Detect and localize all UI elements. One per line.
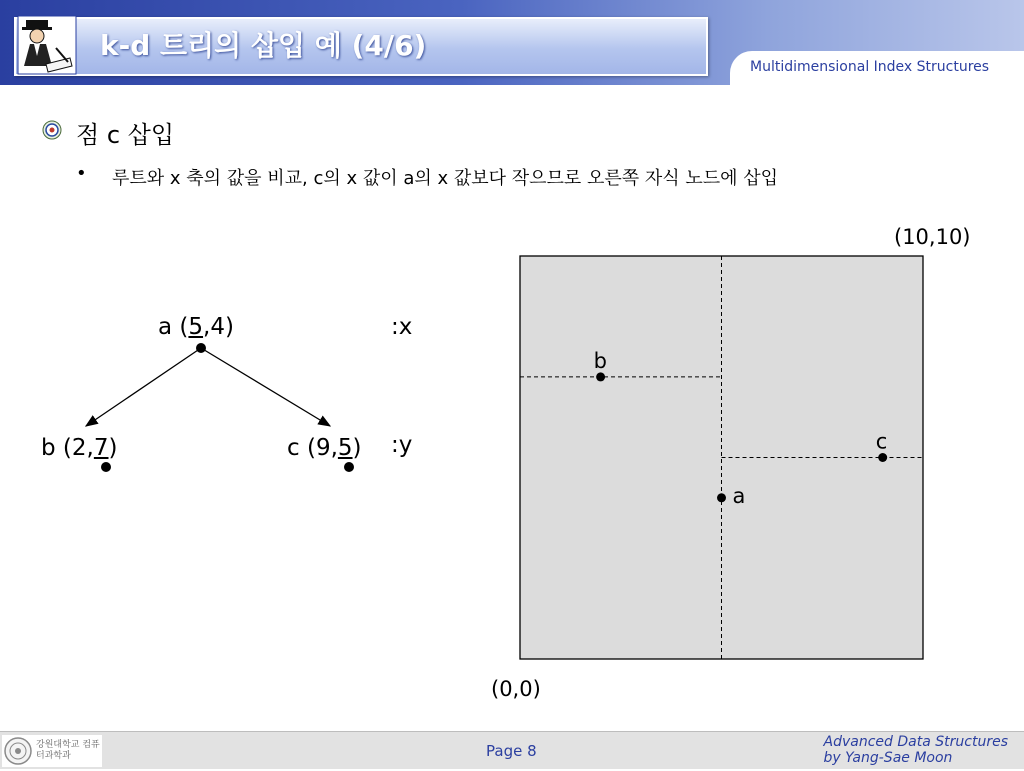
tree-node-c-dot [344, 462, 354, 472]
node-open-paren: ( [299, 435, 316, 461]
node-y-value: 5 [337, 435, 353, 461]
course-name: Multidimensional Index Structures [750, 59, 990, 75]
point-b-dot [596, 372, 605, 381]
node-close-paren: ) [108, 435, 118, 461]
page-title: k-d 트리의 삽입 예 (4/6) [100, 29, 427, 62]
point-b-label: b [593, 348, 607, 373]
partition-space [510, 250, 935, 670]
point-c-label: c [875, 429, 888, 454]
node-open-paren: ( [172, 314, 189, 340]
node-y-value: 4 [210, 314, 225, 340]
node-comma: , [203, 314, 211, 340]
point-a-label: a [732, 483, 746, 508]
node-name: a [158, 314, 173, 340]
tree-edge-right [201, 348, 330, 426]
node-open-paren: ( [55, 435, 72, 461]
top-right-coordinate-label: (10,10) [894, 225, 971, 249]
point-c-dot [878, 453, 887, 462]
university-logo [2, 735, 102, 767]
level-y-label: :y [391, 432, 413, 458]
tree-edge-left [86, 348, 201, 426]
origin-coordinate-label: (0,0) [491, 677, 541, 701]
credit-line-2: by Yang-Sae Moon [823, 750, 953, 766]
node-x-value: 2 [71, 435, 87, 461]
credit-line-1: Advanced Data Structures [823, 734, 1008, 750]
footer-bar [0, 731, 1024, 769]
node-x-value: 9 [315, 435, 331, 461]
node-name: b [41, 435, 56, 461]
level-x-label: :x [391, 314, 413, 340]
node-x-value: 5 [188, 314, 204, 340]
tree-node-a-dot [196, 343, 206, 353]
node-name: c [287, 435, 300, 461]
tree-node-b-dot [101, 462, 111, 472]
bullet-description: 루트와 x 축의 값을 비교, c의 x 값이 a의 x 값보다 작으므로 오른쪽 자식 노드에 삽입 [112, 168, 779, 189]
page-number: Page 8 [486, 742, 537, 760]
node-comma: , [86, 435, 94, 461]
node-comma: , [330, 435, 338, 461]
bullet-heading: 점 c 삽입 [76, 121, 175, 149]
kd-tree-edges [0, 0, 500, 520]
node-close-paren: ) [352, 435, 362, 461]
node-y-value: 7 [93, 435, 109, 461]
credit [824, 734, 1008, 766]
node-close-paren: ) [225, 314, 234, 340]
bullet-dot: • [76, 163, 87, 184]
university-logo-text: 강원대학교 컴퓨터과학과 [36, 740, 100, 761]
point-a-dot [717, 493, 726, 502]
